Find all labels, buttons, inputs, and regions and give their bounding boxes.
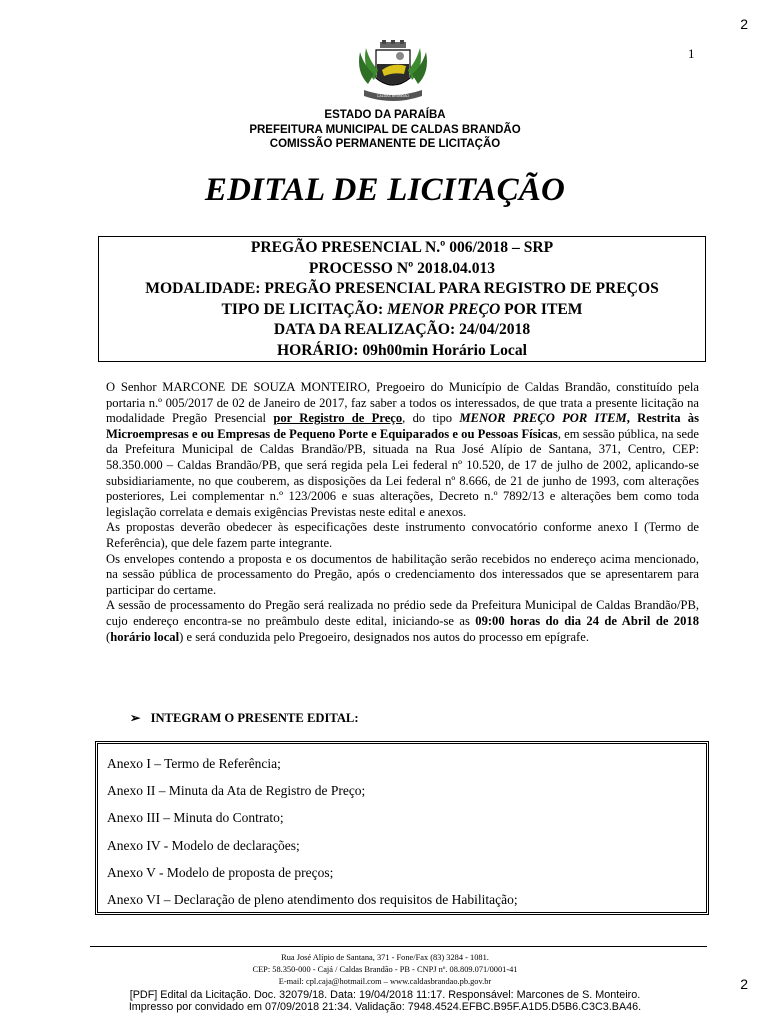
paragraph-sessao [106, 598, 699, 645]
paragraph-envelopes: Os envelopes contendo a proposta e os documentos de habilitação serão recebidos no endereço acima mencionado, na sessão pública de processamento do Pregão, após o credenciamento dos interessados que se apresentarem para participar do certame. [106, 551, 699, 597]
intro-text-3: , em sessão pública, na sede da Prefeitura Municipal de Caldas Brandão/PB, situada na Rua José Alípio de Santana, 371, Centro, CEP: 58.350.000 – Caldas Brandão/PB, que será regida pela Lei federal nº 10.520, de 17 de julho de 2002, aplicando-se subsidiariamente, no que couberem, as disposições da Lei federal nº 8.666, de 21 de junho de 1993, com alterações posteriores, Lei complementar n.º 123/2006 e suas alterações, Decreto n.º 7892/13 e alterações bem como toda legislação correlata e demais exigências Previstas neste edital e anexos. [106, 426, 699, 519]
annexes-box [95, 741, 709, 915]
horario-local-emphasis: horário local [110, 629, 180, 644]
page-number-bottom: 2 [740, 976, 748, 992]
summary-box [98, 236, 706, 362]
page-number-top: 2 [740, 16, 748, 32]
document-header [0, 108, 770, 152]
sessao-date-emphasis: 09:00 horas do dia 24 de Abril de 2018 [475, 613, 699, 628]
footer-contact: E-mail: cpl.caja@hotmail.com – www.caldasbrandao.pb.gov.br [278, 977, 492, 986]
summary-tipo-label: TIPO DE LICITAÇÃO: [221, 300, 388, 318]
summary-tipo-italic: MENOR PREÇO [387, 300, 501, 318]
menor-preco-emphasis: MENOR PREÇO POR ITEM [459, 411, 627, 426]
registro-preco-emphasis: por Registro de Preço [273, 411, 403, 426]
summary-pregao: PREGÃO PRESENCIAL N.º 006/2018 – SRP [250, 239, 554, 256]
annex-item: Anexo V - Modelo de proposta de preços; [107, 864, 334, 880]
integram-heading [130, 710, 359, 726]
sessao-text-end: ) e será conduzida pelo Pregoeiro, designados nos autos do processo em epígrafe. [179, 629, 589, 644]
paragraph-intro [106, 380, 699, 520]
document-title: EDITAL DE LICITAÇÃO [204, 172, 566, 208]
validation-stamp [0, 990, 770, 1013]
document-footer [0, 952, 770, 988]
summary-tipo [99, 300, 705, 321]
intro-text-2: , do tipo [402, 411, 460, 426]
footer-address: Rua José Alípio de Santana, 371 - Fone/Fax (83) 3284 - 1081. [281, 953, 489, 962]
restrita-emphasis: , Restrita às Microempresas e ou Empresas de Pequeno Porte e Equiparados e ou Pessoas Físicas [106, 411, 699, 441]
body-text [106, 380, 699, 645]
crest-motto: CALDAS BRANDÃO [376, 94, 410, 98]
annex-item: Anexo VI – Declaração de pleno atendimento dos requisitos de Habilitação; [107, 891, 518, 907]
header-prefeitura: PREFEITURA MUNICIPAL DE CALDAS BRANDÃO [249, 123, 521, 136]
integram-heading-text: INTEGRAM O PRESENTE EDITAL: [150, 711, 359, 725]
stamp-validation: Impresso por convidado em 07/09/2018 21:34. Validação: 7948.4524.EFBC.B95F.A1D5.D5B6.C3C3.BA46. [128, 1000, 642, 1013]
sessao-text: A sessão de processamento do Pregão será realizada no prédio sede da Prefeitura Municipal de Caldas Brandão/PB, cujo endereço encontra-se no preâmbulo deste edital, iniciando-se as [106, 598, 699, 628]
annex-item: Anexo II – Minuta da Ata de Registro de Preço; [107, 783, 366, 799]
summary-processo: PROCESSO Nº 2018.04.013 [308, 259, 496, 277]
paragraph-propostas: As propostas deverão obedecer às especificações deste instrumento convocatório conforme anexo I (Termo de Referência), que dele fazem parte integrante. [106, 520, 699, 550]
stamp-doc-info: [PDF] Edital da Licitação. Doc. 32079/18. Data: 19/04/2018 11:17. Responsável: Marcones de S. Monteiro. [129, 989, 641, 1001]
annex-item: Anexo IV - Modelo de declarações; [107, 837, 300, 853]
annex-item: Anexo III – Minuta do Contrato; [107, 810, 284, 826]
annex-item: Anexo I – Termo de Referência; [107, 756, 281, 771]
header-state: ESTADO DA PARAÍBA [324, 109, 446, 121]
municipal-coat-of-arms [350, 40, 436, 106]
summary-data: DATA DA REALIZAÇÃO: 24/04/2018 [273, 321, 531, 338]
sessao-paren-open: ( [106, 629, 111, 644]
summary-modalidade: MODALIDADE: PREGÃO PRESENCIAL PARA REGISTRO DE PREÇOS [145, 280, 659, 297]
arrow-bullet-icon: ➢ [130, 711, 141, 725]
summary-horario: HORÁRIO: 09h00min Horário Local [277, 341, 527, 359]
footer-cnpj: CEP: 58.350-000 - Cajá / Caldas Brandão - PB - CNPJ nº. 08.809.071/0001-41 [252, 965, 518, 974]
intro-text: O Senhor MARCONE DE SOUZA MONTEIRO, Pregoeiro do Município de Caldas Brandão, constituído pela portaria n.º 005/2017 de 02 de Janeiro de 2017, faz saber a todos os interessados, de que trata a presente licitação na modalidade Pregão Presencial [106, 380, 699, 426]
summary-tipo-suffix: POR ITEM [500, 300, 583, 318]
annex-list [98, 744, 706, 913]
header-commission: COMISSÃO PERMANENTE DE LICITAÇÃO [269, 138, 501, 150]
footer-divider [90, 946, 707, 947]
page-number-inner: 1 [688, 46, 695, 61]
